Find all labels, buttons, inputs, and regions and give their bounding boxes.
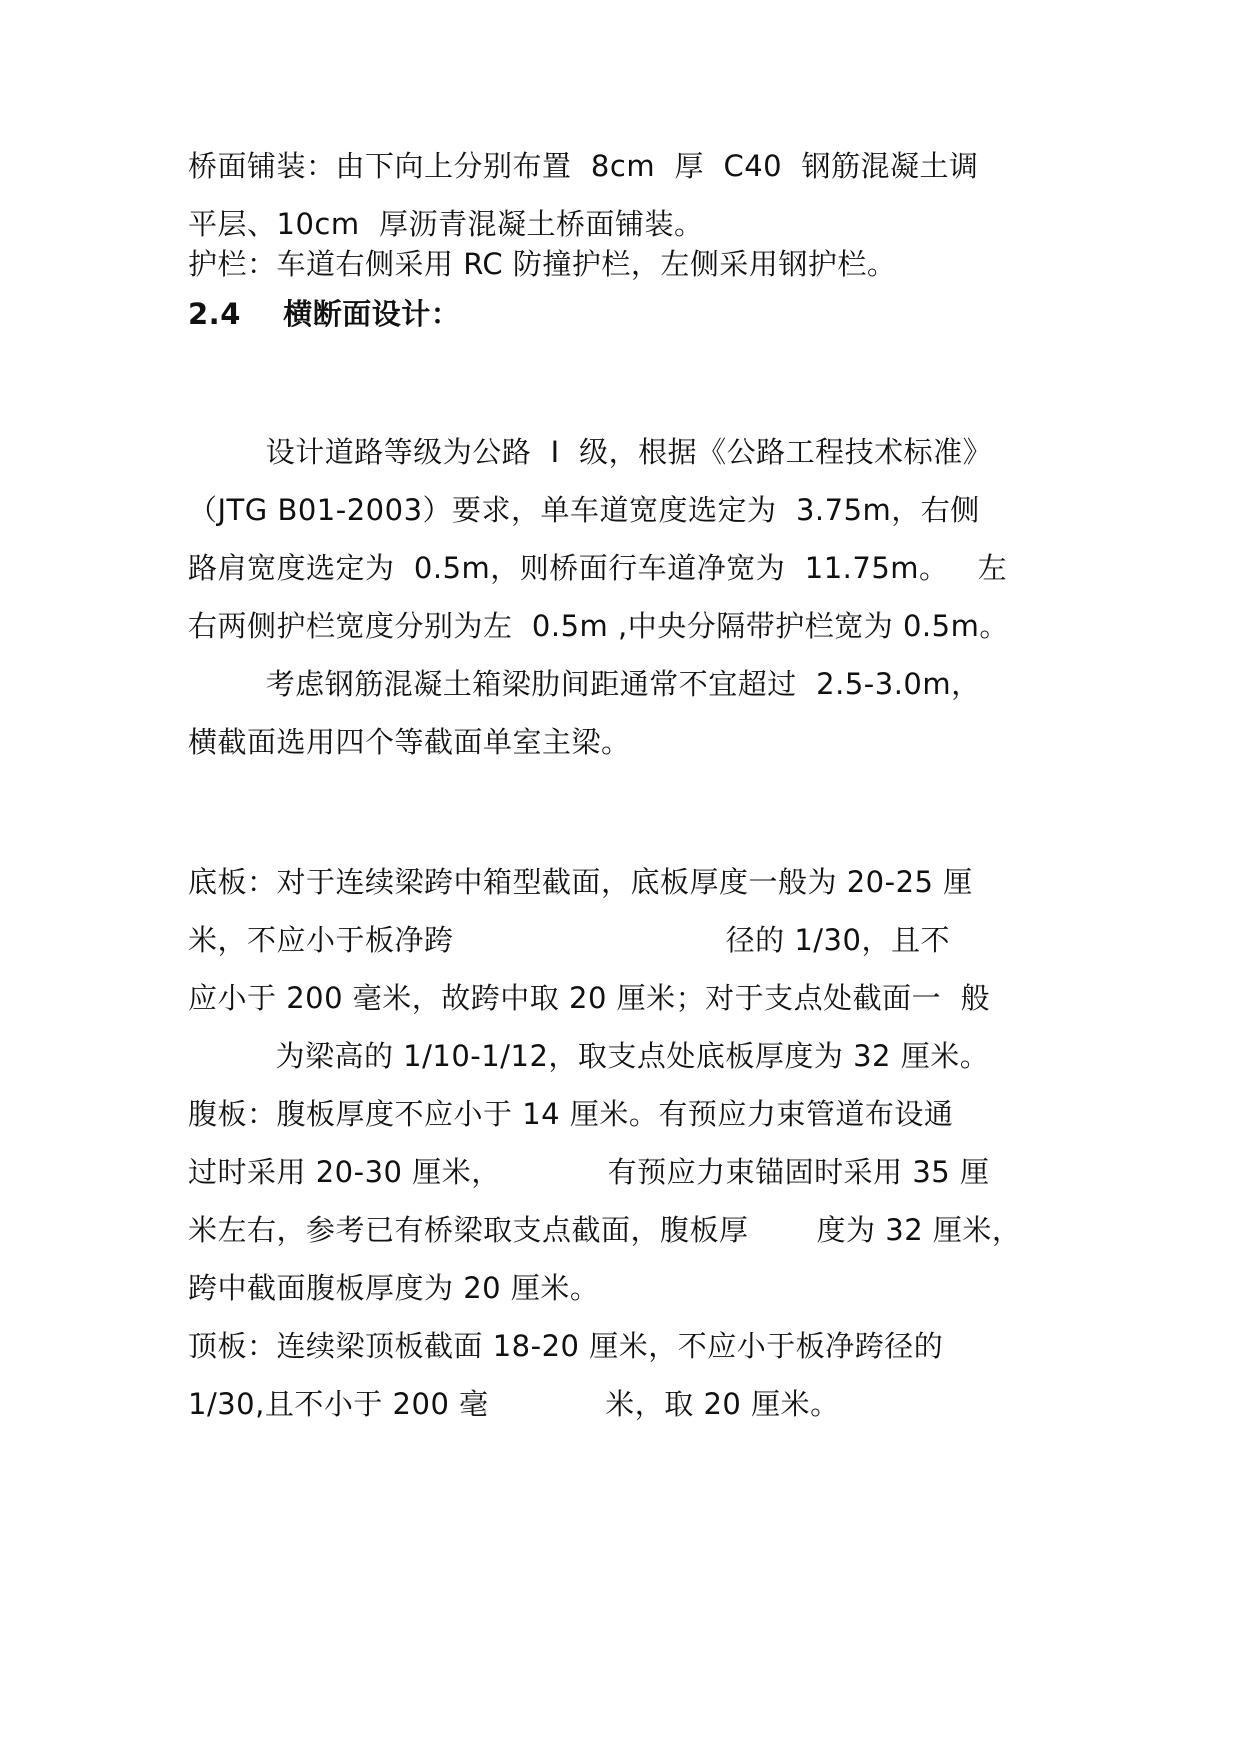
para2-line-1: 考虑钢筋混凝土箱梁肋间距通常不宜超过 2.5-3.0m， [188,667,981,701]
para2-line-2: 横截面选用四个等截面单室主梁。 [188,725,631,759]
top-slab-line-2: 1/30,且不小于 200 毫 米，取 20 厘米。 [188,1387,840,1421]
web-line-2: 过时采用 20-30 厘米， 有预应力束锚固时采用 35 厘 [188,1155,990,1189]
web-line-4: 跨中截面腹板厚度为 20 厘米。 [188,1271,600,1305]
bottom-slab-line-4: 为梁高的 1/10-1/12，取支点处底板厚度为 32 厘米。 [188,1039,990,1073]
bottom-slab-line-1: 底板：对于连续梁跨中箱型截面，底板厚度一般为 20-25 厘 [188,865,973,899]
paving-line-1: 桥面铺装：由下向上分别布置 8cm 厚 C40 钢筋混凝土调 [188,149,979,183]
section-heading: 2.4 横断面设计： [188,297,461,331]
bottom-slab-line-3: 应小于 200 毫米，故跨中取 20 厘米；对于支点处截面一 般 [188,981,991,1015]
railing-line: 护栏：车道右侧采用 RC 防撞护栏，左侧采用钢护栏。 [188,247,897,281]
bottom-slab-line-2: 米，不应小于板净跨 径的 1/30，且不 [188,923,950,957]
web-line-1: 腹板：腹板厚度不应小于 14 厘米。有预应力束管道布设通 [188,1097,954,1131]
para1-line-3: 路肩宽度选定为 0.5m，则桥面行车道净宽为 11.75m。 左 [188,551,1008,585]
web-line-3: 米左右，参考已有桥梁取支点截面，腹板厚 度为 32 厘米， [188,1213,1022,1247]
top-slab-line-1: 顶板：连续梁顶板截面 18-20 厘米，不应小于板净跨径的 [188,1329,944,1363]
para1-line-4: 右两侧护栏宽度分别为左 0.5m ,中央分隔带护栏宽为 0.5m。 [188,609,1009,643]
para1-line-2: （JTG B01-2003）要求，单车道宽度选定为 3.75m，右侧 [188,493,980,527]
para1-line-1: 设计道路等级为公路 Ⅰ 级，根据《公路工程技术标准》 [188,435,993,469]
paving-line-2: 平层、10cm 厚沥青混凝土桥面铺装。 [188,207,704,241]
